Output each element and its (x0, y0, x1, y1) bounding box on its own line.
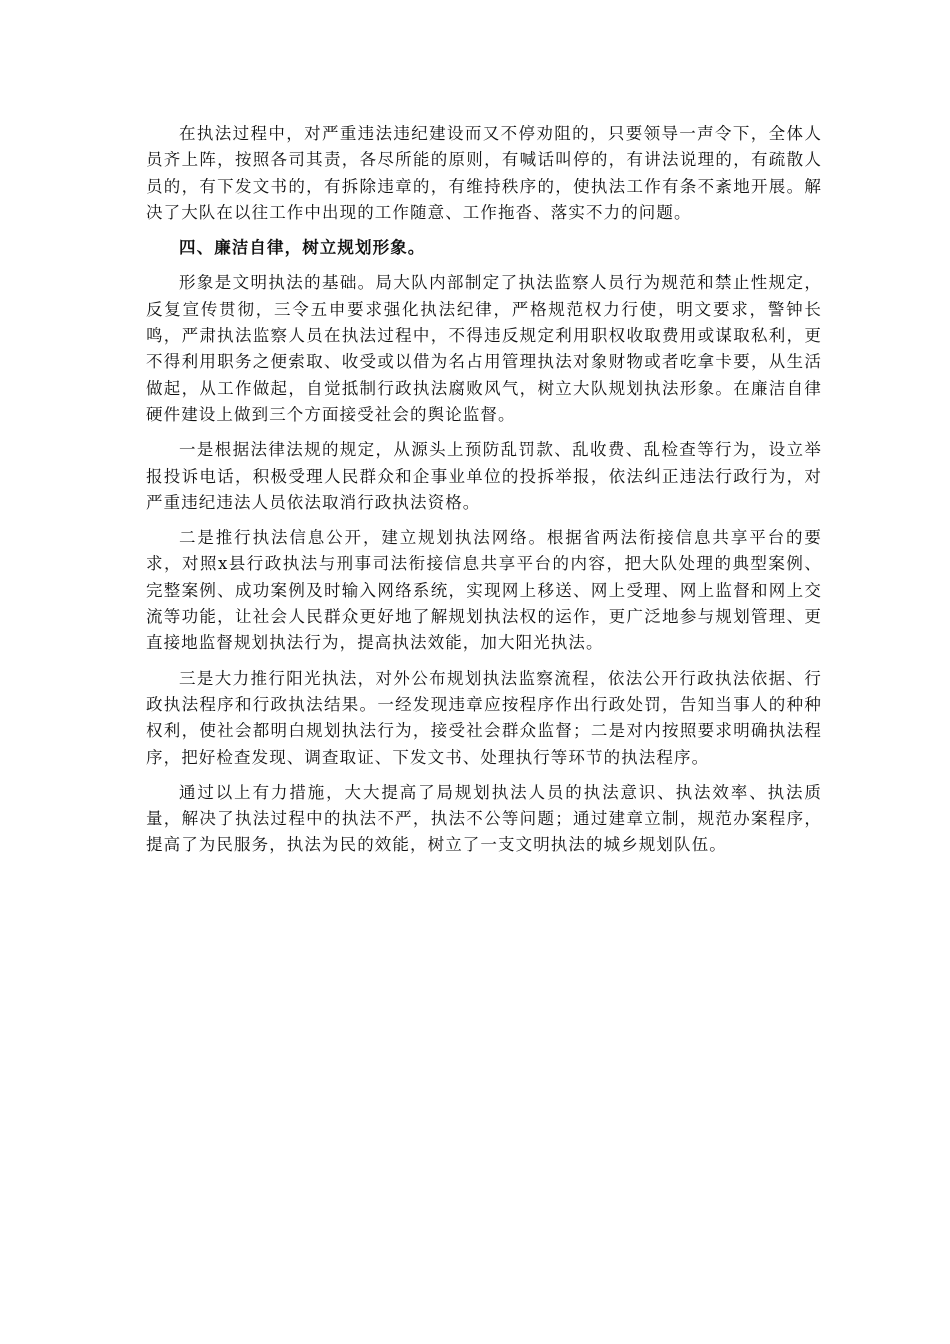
document-body (146, 121, 822, 868)
paragraph-point-one: 一是根据法律法规的规定，从源头上预防乱罚款、乱收费、乱检查等行为，设立举报投诉电话，积极受理人民群众和企事业单位的投拆举报，依法纠正违法行政行为，对严重违纪违法人员依法取消行政执法资格。 (146, 440, 822, 512)
section-heading-integrity: 四、廉洁自律，树立规划形象。 (179, 238, 426, 258)
paragraph-point-three: 三是大力推行阳光执法，对外公布规划执法监察流程，依法公开行政执法依据、行政执法程序和行政执法结果。一经发现违章应按程序作出行政处罚，告知当事人的种种权利，使社会都明白规划执法行为，接受社会群众监督；二是对内按照要求明确执法程序，把好检查发现、调查取证、下发文书、处理执行等环节的执法程序。 (146, 668, 822, 767)
paragraph-conclusion: 通过以上有力措施，大大提高了局规划执法人员的执法意识、执法效率、执法质量，解决了执法过程中的执法不严，执法不公等问题；通过建章立制，规范办案程序，提高了为民服务，执法为民的效能，树立了一支文明执法的城乡规划队伍。 (146, 782, 822, 855)
paragraph-point-two: 二是推行执法信息公开，建立规划执法网络。根据省两法衔接信息共享平台的要求，对照x县行政执法与刑事司法衔接信息共享平台的内容，把大队处理的典型案例、完整案例、成功案例及时输入网络系统，实现网上移送、网上受理、网上监督和网上交流等功能，让社会人民群众更好地了解规划执法权的运作，更广泛地参与规划管理、更直接地监督规划执法行为，提高执法效能，加大阳光执法。 (146, 528, 822, 653)
paragraph-enforcement-process: 在执法过程中，对严重违法违纪建设而又不停劝阻的，只要领导一声令下，全体人员齐上阵，按照各司其责，各尽所能的原则，有喊话叫停的，有讲法说理的，有疏散人员的，有下发文书的，有拆除违章的，有维持秩序的，使执法工作有条不紊地开展。解决了大队在以往工作中出现的工作随意、工作拖沓、落实不力的问题。 (146, 124, 822, 222)
paragraph-image-foundation: 形象是文明执法的基础。局大队内部制定了执法监察人员行为规范和禁止性规定，反复宣传贯彻，三令五申要求强化执法纪律，严格规范权力行使，明文要求，警钟长鸣，严肃执法监察人员在执法过程中，不得违反规定利用职权收取费用或谋取私利，更不得利用职务之便索取、收受或以借为名占用管理执法对象财物或者吃拿卡要，从生活做起，从工作做起，自觉抵制行政执法腐败风气，树立大队规划执法形象。在廉洁自律硬件建设上做到三个方面接受社会的舆论监督。 (146, 273, 822, 424)
